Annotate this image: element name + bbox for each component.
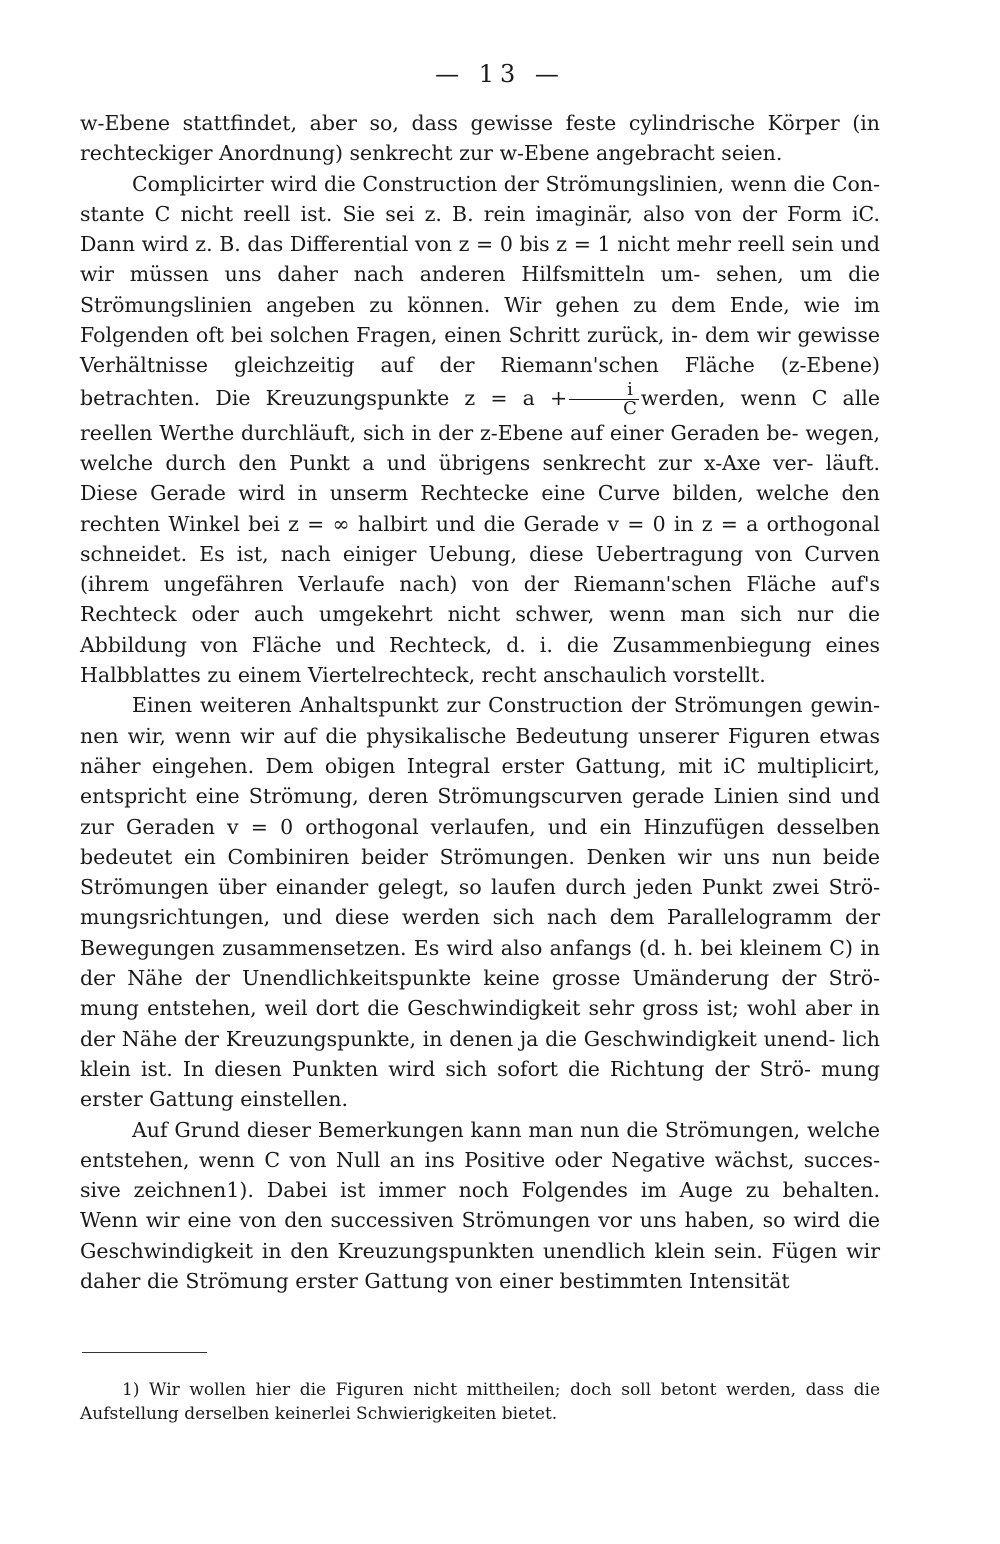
formula-text-before: (z-Ebene) betrachten. Die Kreuzungspunkte z = a + xyxy=(80,353,880,410)
text-line: Bewegungen zusammensetzen. Es wird also anfangs (d. h. bei kleinem C) xyxy=(80,935,853,960)
text-line: orthogonal schneidet. Es ist, nach einiger Uebung, diese Uebertragung xyxy=(80,511,880,566)
text-line: eines Halbblattes zu einem Viertelrechteck, recht anschaulich vorstellt. xyxy=(80,632,880,688)
text-line: rechteckiger Anordnung) senkrecht zur w-Ebene angebracht seien. xyxy=(80,141,783,166)
fraction-denominator: C xyxy=(623,397,637,419)
text-line: den rechten Winkel bei z = ∞ halbirt und die Gerade v = 0 in z = a xyxy=(80,481,880,536)
text-line: nur die Abbildung von Fläche und Rechteck, d. i. die Zusammenbiegung xyxy=(80,602,880,657)
text-line: lich klein ist. In diesen Punkten wird sich sofort die Richtung der Strö- xyxy=(80,1026,880,1081)
body-text xyxy=(80,108,880,1296)
text-line: Ende, wie im Folgenden oft bei solchen Fragen, einen Schritt zurück, in- xyxy=(80,292,880,348)
text-line: w-Ebene stattfindet, aber so, dass gewisse feste cylindrische Körper (in xyxy=(80,111,880,135)
text-line: stante C nicht reell ist. Sie sei z. B. rein imaginär, also von der xyxy=(80,201,778,226)
text-line: Auf Grund dieser Bemerkungen kann man nun die Strömungen, welche xyxy=(132,1117,880,1142)
text-line: Form iC. Dann wird z. B. das Differential von z = 0 bis z = 1 nicht xyxy=(80,201,880,257)
paragraph-3 xyxy=(80,690,880,1114)
fraction-numerator: i xyxy=(569,381,639,400)
text-line: Einen weiteren Anhaltspunkt zur Construction der Strömungen gewin- xyxy=(132,693,880,718)
text-line: entspricht eine Strömung, deren Strömungscurven gerade Linien sind und xyxy=(80,784,880,809)
paragraph-2 xyxy=(80,169,880,691)
text-line: zur Geraden v = 0 orthogonal verlaufen, und ein Hinzufügen desselben xyxy=(80,814,880,839)
footnote xyxy=(80,1378,880,1426)
text-line: Fläche auf's Rechteck oder auch umgekehrt nicht schwer, wenn man sich xyxy=(80,572,880,627)
text-line: nen wir, wenn wir auf die physikalische Bedeutung unserer Figuren etwas xyxy=(80,723,880,748)
text-line: in der Nähe der Unendlichkeitspunkte keine grosse Umänderung der Strö- xyxy=(80,935,880,991)
text-line: in der Nähe der Kreuzungspunkte, in denen ja die Geschwindigkeit unend- xyxy=(80,996,880,1051)
text-line: bedeutet ein Combiniren beider Strömungen. Denken wir uns nun beide xyxy=(80,844,880,869)
text-line: sive zeichnen1). Dabei ist immer noch Folgendes im Auge zu behalten. xyxy=(80,1178,880,1203)
text-line: Complicirter wird die Construction der Strömungslinien, wenn die Con- xyxy=(132,171,880,196)
text-line: mungsrichtungen, und diese werden sich nach dem Parallelogramm der xyxy=(80,905,880,930)
text-line: von Curven (ihrem ungefähren Verlaufe nach) von der Riemann'schen xyxy=(80,541,880,597)
text-line: wegen, welche durch den Punkt a und übrigens senkrecht zur x-Axe ver- xyxy=(80,420,880,475)
text-line: läuft. Diese Gerade wird in unserm Rechtecke eine Curve bilden, welche xyxy=(80,450,880,506)
footnote-paragraph xyxy=(80,1378,880,1426)
text-line: mehr reell sein und wir müssen uns daher nach anderen Hilfsmitteln um- xyxy=(80,232,880,287)
fraction-i-over-c xyxy=(569,378,639,419)
text-line: die Geschwindigkeit in den Kreuzungspunkten unendlich klein sein. Fügen xyxy=(80,1208,880,1263)
paragraph-1 xyxy=(80,108,880,169)
text-line: Strömungen über einander gelegt, so laufen durch jeden Punkt zwei Strö- xyxy=(80,875,880,900)
text-line: wir daher die Strömung erster Gattung von einer bestimmten Intensität xyxy=(80,1238,880,1293)
text-line: mung erster Gattung einstellen. xyxy=(80,1056,880,1112)
text-line: näher eingehen. Dem obigen Integral erster Gattung, mit iC multiplicirt, xyxy=(80,753,880,778)
formula-text-after: werden, wenn C xyxy=(640,385,828,410)
text-line: Wenn wir eine von den successiven Strömungen vor uns haben, so wird xyxy=(80,1208,841,1233)
text-line: alle reellen Werthe durchläuft, sich in der z-Ebene auf einer Geraden be- xyxy=(80,385,880,445)
paragraph-4 xyxy=(80,1115,880,1297)
footnote-line: 1) Wir wollen hier die Figuren nicht mittheilen; doch soll betont werden, xyxy=(122,1380,797,1400)
footnote-line: dass die Aufstellung derselben keinerlei Schwierigkeiten bietet. xyxy=(80,1380,881,1424)
text-line: sehen, um die Strömungslinien angeben zu können. Wir gehen zu dem xyxy=(80,262,880,317)
page-number-header: — 13 — xyxy=(435,60,565,88)
text-line: mung entstehen, weil dort die Geschwindigkeit sehr gross ist; wohl aber xyxy=(80,996,853,1021)
footnote-divider xyxy=(82,1352,207,1353)
text-line: dem wir gewisse Verhältnisse gleichzeitig auf der Riemann'schen Fläche xyxy=(80,323,880,378)
text-line: entstehen, wenn C von Null an ins Positive oder Negative wächst, succes- xyxy=(80,1147,880,1172)
